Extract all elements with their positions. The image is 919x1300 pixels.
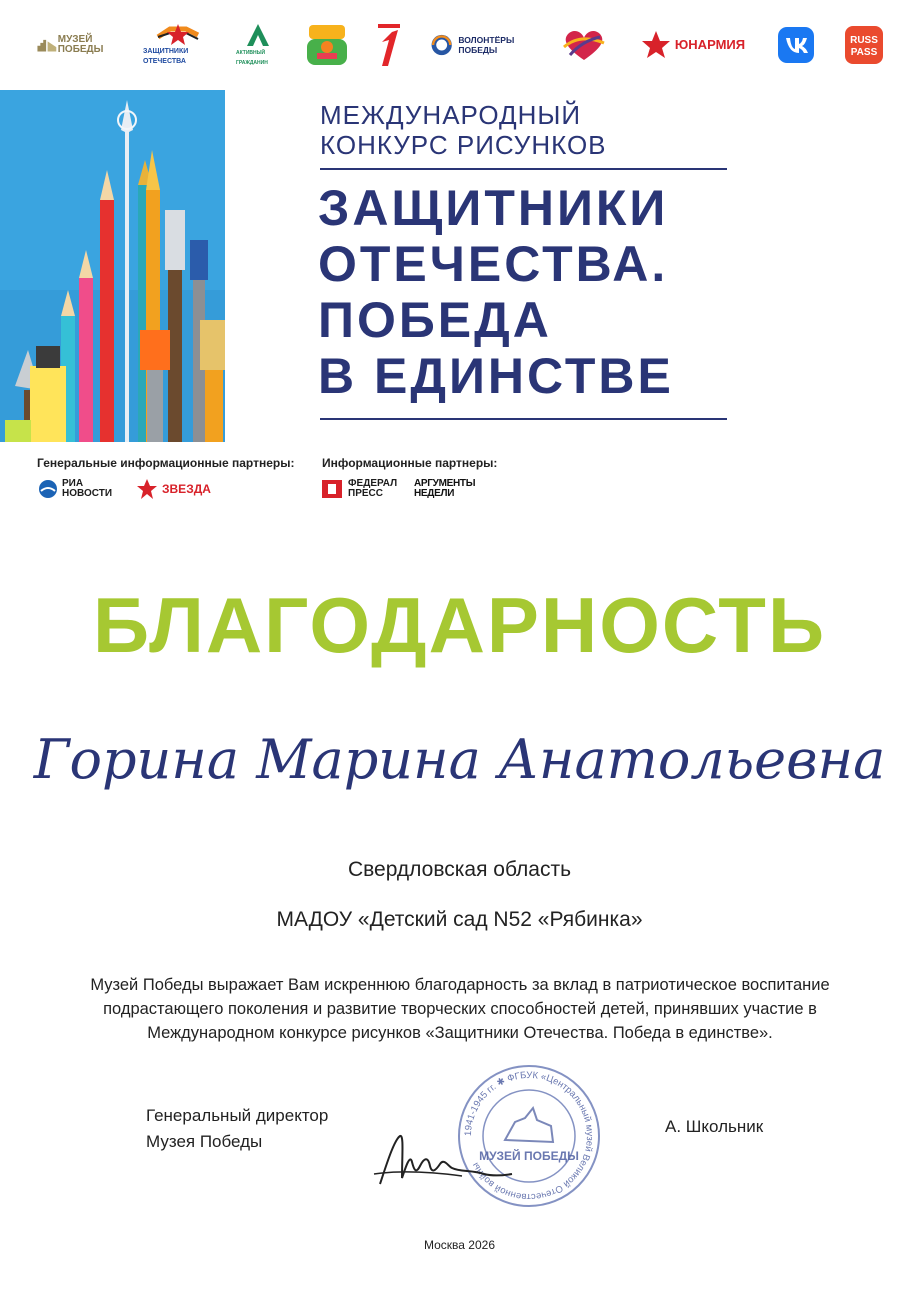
volontery-pobedy-label: ВОЛОНТЁРЫ ПОБЕДЫ: [458, 35, 515, 55]
active-citizen-icon: [243, 22, 273, 48]
volontery-pobedy-icon: [430, 30, 453, 60]
heart-logo: [556, 22, 612, 68]
contest-title-line4: В ЕДИНСТВЕ: [318, 348, 674, 404]
certificate-body: Музей Победы выражает Вам искреннюю благодарность за вклад в патриотическое воспитание подрастающего поколения и развитие творческих способностей детей, принявших участие в Международном конкурсе рисунков «Защитники Отечества. Победа в единстве».: [90, 976, 830, 1042]
signer-title-line2: Музея Победы: [146, 1132, 263, 1151]
zashchitniki-star-icon: [156, 23, 200, 47]
federal-press-icon: [322, 478, 344, 500]
heart-logo-icon: [560, 27, 608, 63]
federal-press-logo: [322, 478, 398, 500]
general-partners-heading: Генеральные информационные партнеры:: [37, 456, 295, 470]
zvezda-logo: [136, 478, 222, 500]
info-partners-heading: Информационные партнеры:: [322, 456, 498, 470]
pervye-logo: [372, 22, 406, 68]
contest-subtitle-line2: КОНКУРС РИСУНКОВ: [320, 130, 607, 160]
signer-title-line1: Генеральный директор: [146, 1106, 329, 1125]
active-citizen-label: АКТИВНЫЙ ГРАЖДАНИН: [236, 50, 268, 66]
contest-title-line1: ЗАЩИТНИКИ: [318, 180, 669, 236]
ria-globe-icon: [38, 479, 58, 499]
signature: [372, 1126, 522, 1196]
argumenty-nedeli-label: АРГУМЕНТЫ НЕДЕЛИ: [414, 478, 476, 499]
active-citizen-logo: [236, 22, 280, 68]
yunarmiya-label: ЮНАРМИЯ: [674, 37, 746, 52]
yunarmiya-logo: [638, 22, 748, 68]
zashchitniki-label: ЗАЩИТНИКИ ОТЕЧЕСТВА: [143, 48, 189, 65]
svg-text:RUSS: RUSS: [850, 35, 878, 46]
contest-title-line2: ОТЕЧЕСТВА.: [318, 236, 669, 292]
title-rule-top: [320, 168, 727, 170]
recipient-name: Горина Марина Анатольевна: [33, 728, 886, 791]
yunarmiya-star-icon: [641, 30, 671, 60]
contest-subtitle: [320, 100, 740, 160]
federal-press-label: ФЕДЕРАЛ ПРЕСС: [348, 478, 398, 499]
ria-novosti-logo: [38, 478, 120, 500]
recipient-institution: МАДОУ «Детский сад N52 «Рябинка»: [276, 908, 643, 931]
pervye-icon: [374, 22, 404, 68]
stamp-ring-text: 1941-1945 гг. ✱ ФГБУК «Центральный музей Великой Отечественной войны: [462, 1069, 596, 1203]
recipient-region: Свердловская область: [347, 858, 572, 881]
zvezda-star-icon: [136, 478, 158, 500]
contest-title-line3: ПОБЕДА: [318, 292, 552, 348]
vk-icon: [778, 27, 814, 63]
russpass-icon: [845, 26, 883, 64]
argumenty-nedeli-logo: [414, 478, 514, 500]
zvezda-label: ЗВЕЗДА: [162, 482, 211, 496]
ria-novosti-label: РИА НОВОСТИ: [62, 478, 113, 499]
signer-title: [146, 1103, 328, 1155]
russpass-logo: [844, 22, 884, 68]
art-supplies-illustration: [0, 90, 225, 442]
title-rule-bottom: [320, 418, 727, 420]
signer-name: А. Школьник: [665, 1117, 764, 1136]
svg-text:PASS: PASS: [850, 47, 878, 58]
stamp-center-text: МУЗЕЙ ПОБЕДЫ: [479, 1149, 579, 1163]
museum-pobedy-logo: [36, 22, 118, 68]
moskva-detyam-logo: [304, 22, 350, 68]
certificate-heading: БЛАГОДАРНОСТЬ: [92, 581, 827, 669]
art-supplies-icon: [0, 90, 225, 442]
city-year: Москва 2026: [424, 1238, 495, 1252]
contest-subtitle-line1: МЕЖДУНАРОДНЫЙ: [320, 100, 582, 130]
moskva-detyam-icon: [305, 23, 349, 67]
museum-pobedy-icon: [36, 34, 58, 56]
vk-logo: [777, 22, 815, 68]
zashchitniki-logo: [143, 22, 213, 68]
contest-title: [318, 180, 758, 404]
museum-pobedy-label: МУЗЕЙ ПОБЕДЫ: [57, 34, 104, 55]
volontery-pobedy-logo: [430, 22, 534, 68]
